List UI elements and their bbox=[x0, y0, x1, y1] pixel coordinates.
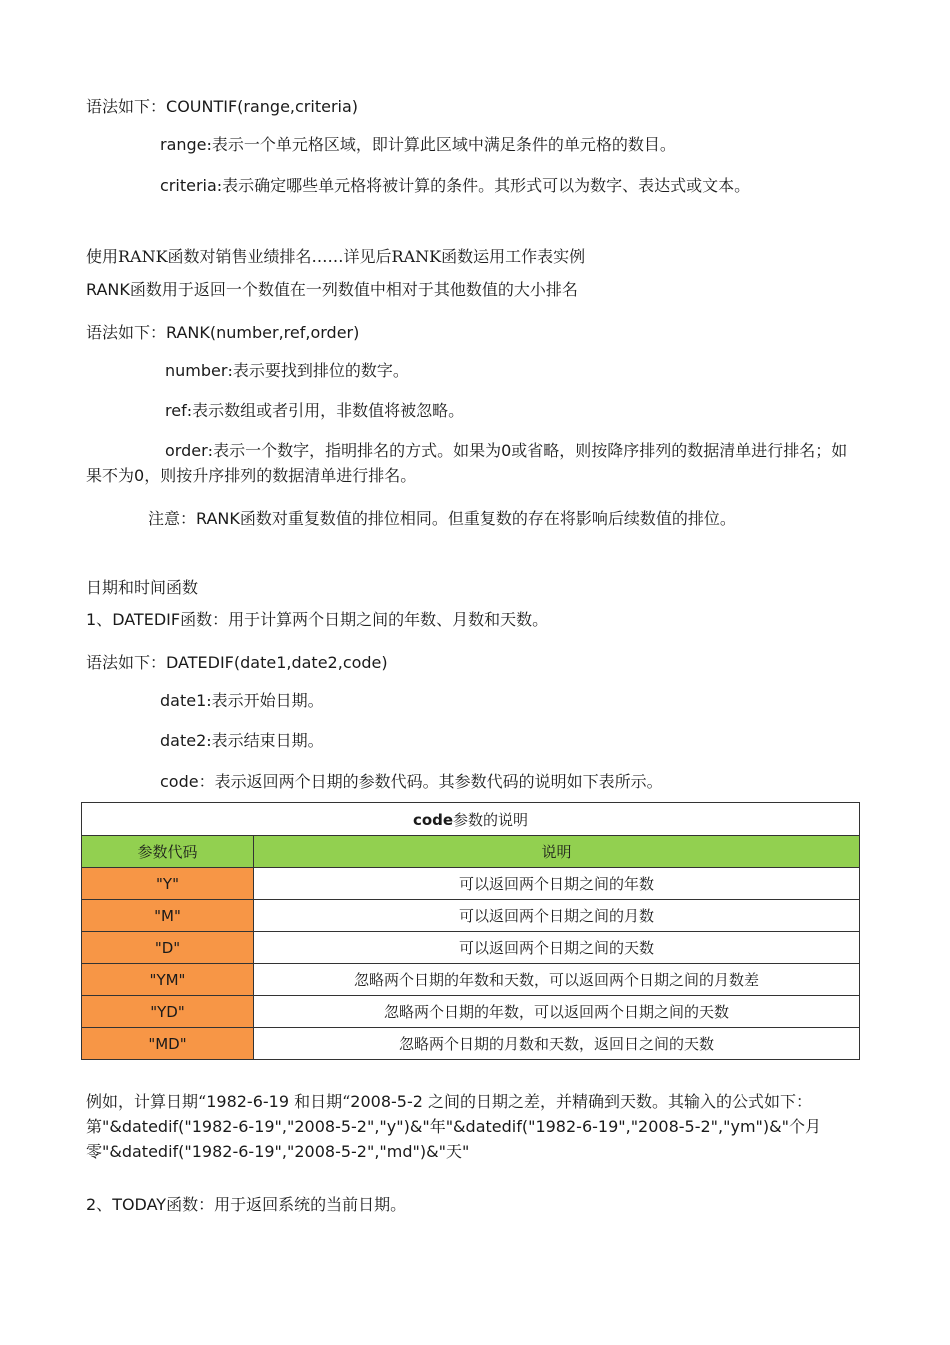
example-formula: 第"&datedif("1982-6-19","2008-5-2","y")&"年"&datedif("1982-6-19","2008-5-2","ym")&"个月零"&datedif("1982-6-19","2008-5-2","md")&"天" bbox=[86, 1117, 821, 1161]
param-criteria-desc: :表示确定哪些单元格将被计算的条件。其形式可以为数字、表达式或文本。 bbox=[216, 176, 751, 195]
param-date2: date2 bbox=[160, 731, 207, 750]
table-row bbox=[82, 900, 860, 932]
code-cell: "YM" bbox=[82, 964, 254, 996]
param-number: number bbox=[165, 361, 228, 380]
code-cell: "M" bbox=[82, 900, 254, 932]
example-text-2: 和日期 bbox=[289, 1092, 343, 1111]
example-date-2: 2008-5-2 bbox=[350, 1092, 423, 1111]
datedif-name: DATEDIF bbox=[112, 610, 181, 629]
desc-cell: 可以返回两个日期之间的天数 bbox=[254, 932, 860, 964]
param-date2-desc: :表示结束日期。 bbox=[206, 731, 324, 750]
order-zero-2: 0 bbox=[134, 466, 145, 485]
example-quote-1: “ bbox=[198, 1092, 207, 1111]
note-rank-name: RANK bbox=[196, 509, 240, 528]
param-order: order bbox=[165, 441, 208, 460]
rank-usage-line: 使用RANK函数对销售业绩排名……详见后RANK函数运用工作表实例 bbox=[86, 247, 586, 266]
param-order-desc-3: ，则按升序排列的数据清单进行排名。 bbox=[144, 466, 417, 485]
rank-order-para bbox=[86, 438, 856, 488]
desc-cell: 忽略两个日期的月数和天数，返回日之间的天数 bbox=[254, 1028, 860, 1060]
syntax-label: 语法如下： bbox=[86, 323, 167, 342]
desc-cell: 忽略两个日期的年数和天数，可以返回两个日期之间的月数差 bbox=[254, 964, 860, 996]
param-range-desc: :表示一个单元格区域，即计算此区域中满足条件的单元格的数目。 bbox=[206, 135, 676, 154]
table-row bbox=[82, 964, 860, 996]
datedif-line bbox=[86, 609, 548, 631]
code-parameter-table bbox=[81, 802, 860, 1060]
code-cell: "Y" bbox=[82, 868, 254, 900]
table-row bbox=[82, 996, 860, 1028]
syntax-label: 语法如下： bbox=[86, 97, 167, 116]
rank-ref-line bbox=[165, 400, 464, 422]
param-code-desc: ：表示返回两个日期的参数代码。其参数代码的说明如下表所示。 bbox=[198, 772, 663, 791]
date2-line bbox=[160, 730, 324, 752]
code-cell: "MD" bbox=[82, 1028, 254, 1060]
param-date1-desc: :表示开始日期。 bbox=[206, 691, 324, 710]
countif-syntax-line bbox=[86, 96, 358, 118]
desc-cell: 忽略两个日期的年数，可以返回两个日期之间的天数 bbox=[254, 996, 860, 1028]
rank-syntax: RANK(number,ref,order) bbox=[166, 323, 360, 342]
countif-range-line bbox=[160, 134, 676, 156]
code-cell: "D" bbox=[82, 932, 254, 964]
rank-syntax-line bbox=[86, 322, 359, 344]
note-text: 函数对重复数值的排位相同。但重复数的存在将影响后续数值的排位。 bbox=[239, 509, 736, 528]
example-quote-2: “ bbox=[342, 1092, 351, 1111]
param-number-desc: :表示要找到排位的数字。 bbox=[227, 361, 409, 380]
syntax-label: 语法如下： bbox=[86, 653, 167, 672]
today-num: 2、 bbox=[86, 1195, 113, 1214]
example-text-3: 之间的日期之差，并精确到天数。其输入的公式如下： bbox=[422, 1092, 813, 1111]
param-ref-desc: :表示数组或者引用，非数值将被忽略。 bbox=[186, 401, 465, 420]
param-order-desc-2: 或省略，则按降序排列的数据清单进行排名；如果不为 bbox=[86, 441, 848, 485]
note-label: 注意： bbox=[148, 509, 197, 528]
rank-number-line bbox=[165, 360, 409, 382]
datedif-num: 1、 bbox=[86, 610, 113, 629]
code-line bbox=[160, 771, 663, 793]
param-criteria: criteria bbox=[160, 176, 217, 195]
param-range: range bbox=[160, 135, 207, 154]
param-date1: date1 bbox=[160, 691, 207, 710]
today-line bbox=[86, 1194, 406, 1216]
code-cell: "YD" bbox=[82, 996, 254, 1028]
countif-syntax: COUNTIF(range,criteria) bbox=[166, 97, 359, 116]
today-text: 函数：用于返回系统的当前日期。 bbox=[166, 1195, 407, 1214]
table-row bbox=[82, 868, 860, 900]
desc-cell: 可以返回两个日期之间的月数 bbox=[254, 900, 860, 932]
datedif-syntax-line bbox=[86, 652, 388, 674]
order-zero: 0 bbox=[501, 441, 512, 460]
param-order-desc-1: :表示一个数字，指明排名的方式。如果为 bbox=[207, 441, 502, 460]
param-code: code bbox=[160, 772, 199, 791]
param-ref: ref bbox=[165, 401, 187, 420]
date1-line bbox=[160, 690, 324, 712]
table-caption bbox=[82, 803, 860, 836]
column-header-desc: 说明 bbox=[254, 836, 860, 868]
example-text-1: 例如，计算日期 bbox=[86, 1092, 199, 1111]
rank-intro-line bbox=[86, 279, 578, 301]
example-date-1: 1982-6-19 bbox=[206, 1092, 290, 1111]
table-row bbox=[82, 1028, 860, 1060]
caption-code: code bbox=[412, 810, 454, 829]
datedif-text: 函数：用于计算两个日期之间的年数、月数和天数。 bbox=[180, 610, 549, 629]
rank-intro-text: 函数用于返回一个数值在一列数值中相对于其他数值的大小排名 bbox=[129, 280, 578, 299]
rank-name: RANK bbox=[86, 280, 130, 299]
example-paragraph bbox=[86, 1089, 856, 1164]
table-row bbox=[82, 932, 860, 964]
caption-text: 参数的说明 bbox=[453, 810, 529, 829]
rank-note-line bbox=[148, 508, 736, 530]
desc-cell: 可以返回两个日期之间的年数 bbox=[254, 868, 860, 900]
countif-criteria-line bbox=[160, 175, 750, 197]
datedif-syntax: DATEDIF(date1,date2,code) bbox=[166, 653, 388, 672]
today-name: TODAY bbox=[112, 1195, 167, 1214]
column-header-code: 参数代码 bbox=[82, 836, 254, 868]
datetime-heading: 日期和时间函数 bbox=[86, 578, 199, 597]
